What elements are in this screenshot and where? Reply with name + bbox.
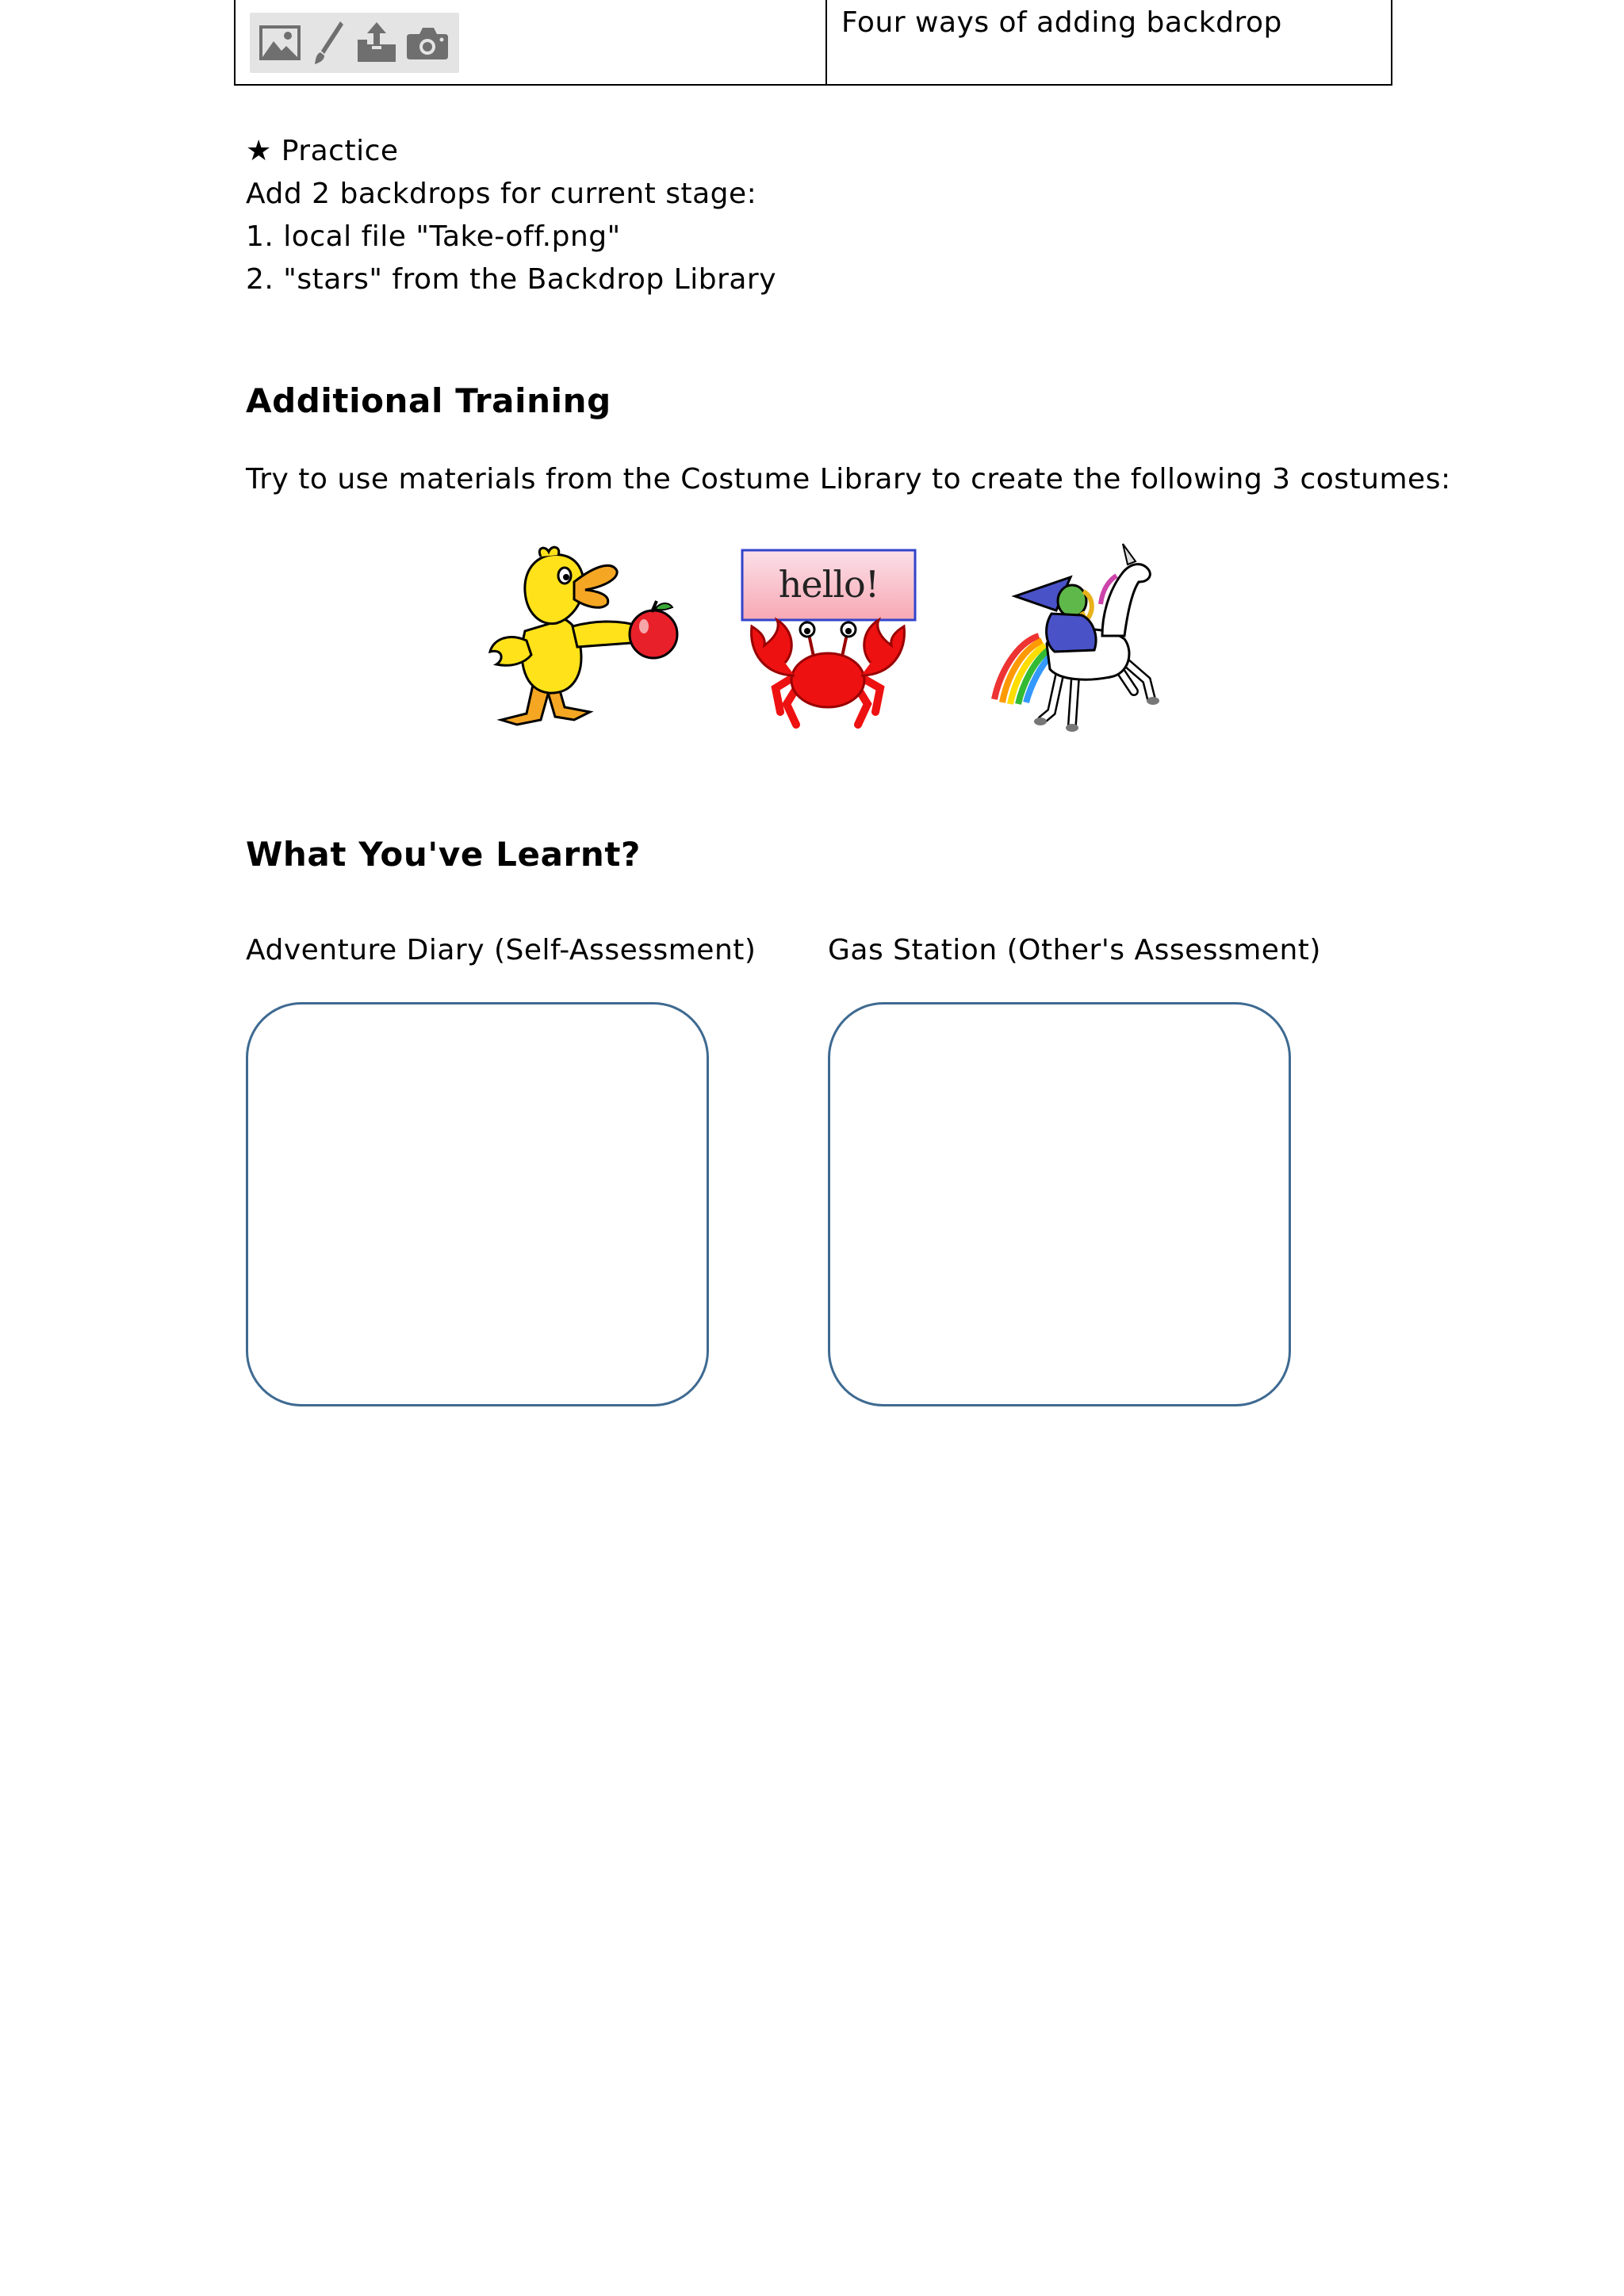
practice-step-2: 2. "stars" from the Backdrop Library [246, 263, 777, 296]
backdrop-table [234, 0, 1392, 86]
crab-sign-text: hello! [778, 563, 879, 606]
backdrop-description: Four ways of adding backdrop [841, 6, 1282, 39]
unicorn-witch-costume-image [983, 541, 1174, 739]
practice-step-1: 1. local file "Take-off.png" [246, 220, 621, 253]
self-assessment-label: Adventure Diary (Self-Assessment) [246, 934, 756, 966]
others-assessment-box[interactable] [828, 1002, 1291, 1406]
others-assessment-label: Gas Station (Other's Assessment) [828, 934, 1321, 966]
crab-costume-image [741, 549, 917, 733]
practice-title: ★ Practice [246, 135, 399, 167]
backdrop-icon-toolbar [250, 13, 459, 73]
practice-instruction: Add 2 backdrops for current stage: [246, 178, 757, 210]
duck-costume-image [485, 544, 684, 726]
additional-training-heading: Additional Training [246, 381, 611, 420]
table-cell-icons [236, 0, 827, 84]
self-assessment-box[interactable] [246, 1002, 709, 1406]
upload-icon [353, 13, 400, 73]
table-cell-description [827, 0, 1391, 84]
camera-icon [404, 13, 451, 73]
additional-training-text: Try to use materials from the Costume Library to create the following 3 costumes: [246, 463, 1451, 496]
paintbrush-icon [305, 13, 353, 73]
learnt-heading: What You've Learnt? [246, 835, 641, 874]
image-icon [256, 13, 304, 73]
